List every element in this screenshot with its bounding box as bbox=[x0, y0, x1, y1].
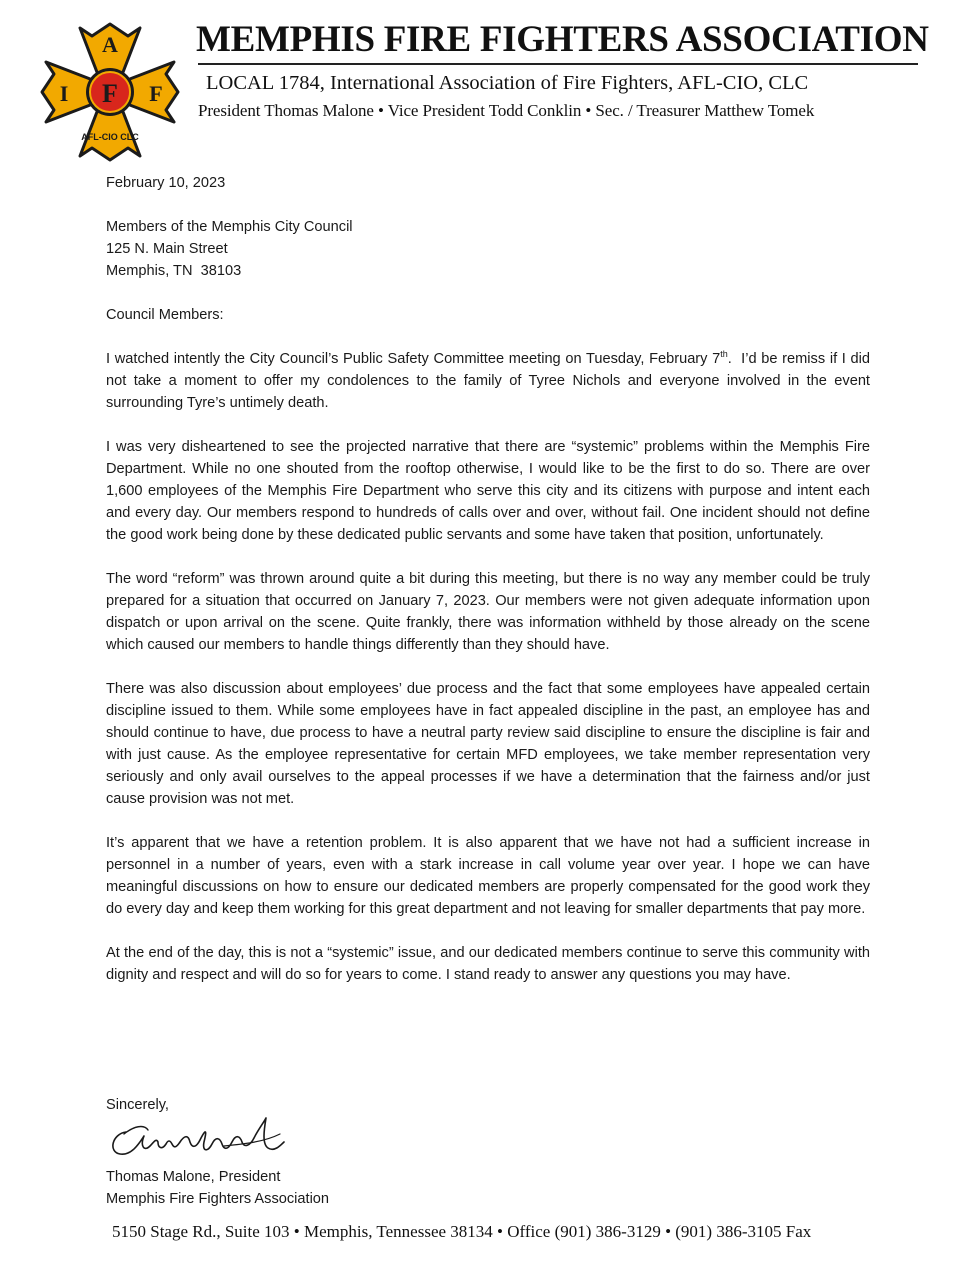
paragraph-1 bbox=[106, 348, 875, 414]
officers-line: President Thomas Malone • Vice President Todd Conklin • Sec. / Treasurer Matthew Tomek bbox=[198, 101, 815, 120]
letter-date: February 10, 2023 bbox=[106, 175, 226, 191]
logo-letter-top: A bbox=[102, 32, 118, 57]
recipient-name: Members of the Memphis City Council bbox=[106, 219, 353, 235]
signature-block bbox=[106, 1166, 506, 1210]
paragraph-4: There was also discussion about employees’ due process and the fact that some employees have appealed certain discipline issued to them. While some employees have in fact appealed discipline in the past, an employee has and should continue to have, due process to have a neutral party review said discipline to ensure the discipline is fair and with just cause. As the employee representative for certain MFD employees, we take member representation very seriously and only avail ourselves to the appeal processes if we have a determination that the fairness and/or just cause provision was not met. bbox=[106, 681, 870, 807]
logo-letter-right: F bbox=[149, 81, 163, 106]
recipient-street: 125 N. Main Street bbox=[106, 241, 228, 257]
paragraph-2: I was very disheartened to see the projected narrative that there are “systemic” problems within the Memphis Fire Department. While no one shouted from the rooftop otherwise, I would like to be the first to do so. There are over 1,600 employees of the Memphis Fire Department who serve this city and its citizens with purpose and intent each and every day. Our members respond to hundreds of calls over and over, without fail. One incident should not define the good work being done by these dedicated public servants and some have taken that position, unfortunately. bbox=[106, 439, 870, 543]
paragraph-1-start: I watched intently the City Council’s Public Safety Committee meeting on Tuesday, February 7 bbox=[106, 351, 721, 367]
recipient-address bbox=[106, 216, 870, 282]
footer-address: 5150 Stage Rd., Suite 103 • Memphis, Tennessee 38134 • Office (901) 386-3129 • (901) 386-3105 Fax bbox=[112, 1222, 812, 1241]
paragraph-1-end: . I’d be remiss if I did not take a moment to offer my condolences to the family of Tyree Nichols and everyone involved in the event surrounding Tyre’s untimely death. bbox=[106, 351, 875, 411]
local-affiliation-line: LOCAL 1784, International Association of Fire Fighters, AFL-CIO, CLC bbox=[206, 72, 809, 94]
paragraph-5: It’s apparent that we have a retention problem. It is also apparent that we have not had a sufficient increase in personnel in a number of years, even with a stark increase in call volume year over year. I hope we can have meaningful discussions on how to ensure our dedicated members are properly compensated for the good work they do every day and keep them working for this great department and not leaving for smaller departments that pay more. bbox=[106, 835, 870, 917]
logo-letter-center: F bbox=[102, 79, 118, 108]
paragraph-3: The word “reform” was thrown around quite a bit during this meeting, but there is no way any member could be truly prepared for a situation that occurred on January 7, 2023. Our members were not given adequate information upon dispatch or upon arrival on the scene. Quite frankly, there was information withheld by those already on the scene which caused our members to handle things differently than they should have. bbox=[106, 571, 870, 653]
handwritten-signature bbox=[104, 1112, 294, 1162]
letter-body bbox=[106, 172, 875, 1008]
header-divider bbox=[198, 63, 918, 65]
recipient-city: Memphis, TN 38103 bbox=[106, 263, 242, 279]
organization-name: MEMPHIS FIRE FIGHTERS ASSOCIATION bbox=[196, 19, 929, 60]
signer-organization: Memphis Fire Fighters Association bbox=[106, 1191, 330, 1207]
salutation: Council Members: bbox=[106, 307, 224, 323]
maltese-cross-logo-icon bbox=[40, 22, 180, 162]
logo-letter-left: I bbox=[59, 81, 69, 106]
signer-name: Thomas Malone, President bbox=[106, 1169, 281, 1185]
closing: Sincerely, bbox=[106, 1097, 169, 1113]
ordinal-suffix: th bbox=[720, 349, 728, 360]
logo-seal-text: AFL-CIO CLC bbox=[81, 132, 139, 142]
paragraph-6: At the end of the day, this is not a “systemic” issue, and our dedicated members continue to serve this community with dignity and respect and will do so for years to come. I stand ready to answer any questions you may have. bbox=[106, 945, 870, 983]
